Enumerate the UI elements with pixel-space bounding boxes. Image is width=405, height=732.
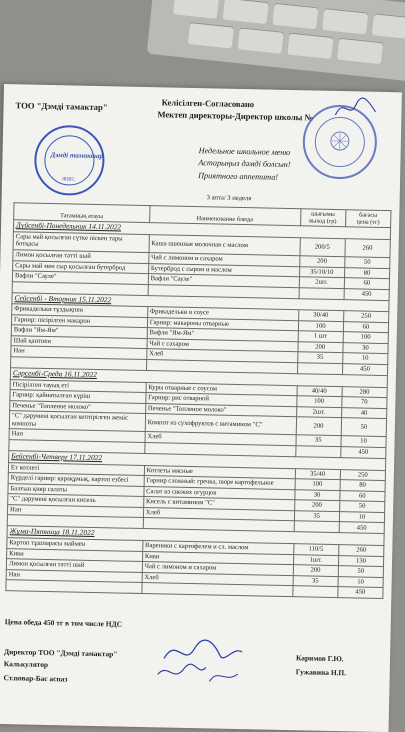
dish-price: 130	[338, 555, 383, 567]
dish-yield: 200	[297, 342, 342, 354]
accountant-name: Гужавина Н.П.	[295, 667, 347, 678]
dish-yield: 35	[297, 352, 342, 364]
dish-yield: 2шт.	[296, 406, 341, 418]
dish-name-kazakh: Сары май мен сыр қосылған бутерброд	[13, 260, 149, 273]
dish-yield: 100	[296, 396, 341, 408]
org-name: ТОО "Дэмдi тамактар"	[15, 100, 108, 113]
dish-name-kazakh: Вафли "Ям-Ям"	[11, 325, 147, 338]
agreed-label: Келiсiлген-Согласовано	[161, 97, 255, 110]
keyboard-key	[372, 13, 405, 39]
dish-name-russian: Хлеб	[143, 507, 294, 521]
day-total: 450	[342, 364, 387, 376]
dish-name-kazakh: Нан	[6, 569, 142, 582]
dish-name-kazakh: Картоп тұшпарасы маймен	[7, 538, 143, 551]
dish-yield: 200	[296, 417, 342, 436]
dish-name-kazakh: Лимон қосылған тәтті шай	[6, 559, 142, 572]
stamp-sub-text: ЖШС	[61, 177, 75, 183]
dish-name-kazakh: Балғын қияр салаты	[8, 483, 144, 496]
dish-yield: 200	[294, 500, 339, 512]
day-total: 450	[340, 447, 385, 459]
dish-price: 250	[343, 311, 388, 323]
empty-cell	[292, 586, 337, 598]
dish-name-kazakh: Пісірілген тауық еті	[10, 379, 146, 392]
dish-name-russian: Компот из сухофруктов с витамином "С"	[145, 414, 296, 435]
dish-yield: 35	[293, 575, 338, 587]
dish-name-russian: Гарнир: рис отварной	[146, 393, 297, 407]
dish-price: 50	[338, 566, 383, 578]
dish-price: 280	[342, 386, 387, 398]
empty-cell	[6, 580, 142, 594]
dish-name-russian: Котлеты мясные	[144, 465, 295, 479]
dish-name-russian: Каша пшенная молочная с маслом	[149, 234, 300, 255]
day-total: 450	[338, 587, 383, 599]
dish-name-kazakh: Шай қантпен	[11, 336, 147, 349]
title-line-2: Астарыңыз дәмдi болсын!	[198, 158, 291, 170]
keyboard-key	[272, 3, 318, 29]
director-name: Каримов Г.Ю.	[295, 653, 344, 664]
dish-name-russian: Печенье "Топленое молоко"	[145, 403, 296, 417]
keyboard-key	[173, 0, 219, 19]
title-line-3: Приятного аппетита!	[198, 171, 279, 182]
dish-name-russian: Чай с лимоном и сахаром	[142, 562, 293, 576]
signature-director-school	[333, 95, 378, 122]
price-note: Цена обеда 450 тг в том числе НДС	[4, 617, 123, 629]
dish-yield: 35	[296, 435, 341, 447]
header-kazakh-name: Тағамның атауы	[14, 203, 150, 223]
dish-name-russian: Вареники с картофелем и сл. маслом	[142, 540, 293, 554]
title-line-1: Недельное школьное меню	[198, 146, 291, 158]
menu-table	[5, 202, 391, 599]
dish-price: 30	[343, 343, 388, 355]
dish-name-kazakh: Ет котлеті	[8, 462, 144, 475]
dish-yield: 2шт.	[299, 277, 344, 289]
empty-cell	[142, 583, 293, 597]
dish-price: 60	[344, 278, 389, 290]
dish-yield: 30/40	[298, 310, 343, 322]
dish-name-kazakh: Гарнир: қайнатылған күріш	[10, 390, 146, 403]
dish-yield: 35/40	[295, 468, 340, 480]
dish-price: 10	[339, 511, 384, 523]
dish-name-russian: Хлеб	[142, 572, 293, 586]
dish-price: 10	[342, 353, 387, 365]
dish-name-russian: Гарнир: макароны отварные	[147, 317, 298, 331]
keyboard-key	[238, 27, 284, 53]
dish-price: 260	[345, 238, 391, 257]
dish-yield: 100	[298, 320, 343, 332]
dish-name-kazakh: Лимон қосылған тәтті шай	[13, 250, 149, 263]
day-title: Бейсенбі-Четверг 17.11.2022	[9, 451, 386, 470]
day-title: Сәрсенбі-Среда 16.11.2022	[10, 368, 387, 387]
stamp-org-text: Дэмдi тамактар	[50, 150, 104, 161]
dish-price: 40	[341, 407, 386, 419]
dish-yield: 30	[294, 489, 339, 501]
dish-yield: 40/40	[297, 385, 342, 397]
dish-name-russian: Вафли "Сауле"	[148, 274, 299, 288]
dish-name-russian: Бутерброд с сыром и маслом	[148, 263, 299, 277]
dish-name-russian: Хлеб	[145, 432, 296, 446]
dish-name-kazakh: Күрделі гарнир: қарақұмық, картоп езбесі	[8, 473, 144, 486]
dish-name-kazakh: "С" дәрумені қосылған кисель	[8, 494, 144, 507]
day-title: Сейсенбі - Вторник 15.11.2022	[12, 292, 389, 311]
dish-price: 80	[340, 480, 385, 492]
dish-yield: 200	[299, 256, 344, 268]
header-russian-name: Наименование блюда	[149, 206, 300, 226]
dish-name-russian: Гарнир сложный: гречка, пюре картофельное	[144, 476, 295, 490]
dish-name-kazakh: Киви	[7, 548, 143, 561]
dish-price: 60	[343, 321, 388, 333]
dish-name-kazakh: Нан	[7, 505, 143, 518]
school-director-line: Мектеп директоры-Директор школы №	[157, 109, 314, 123]
dish-name-russian: Киви	[142, 551, 293, 565]
dish-yield: 35	[294, 511, 339, 523]
menu-document	[0, 84, 402, 732]
header-yield: шығымы выход (гр)	[300, 209, 346, 227]
dish-name-kazakh: Печенье "Топленое молоко"	[10, 400, 146, 413]
dish-name-russian: Салат из свежих огурцов	[144, 486, 295, 500]
dish-name-kazakh: Нан	[11, 346, 147, 359]
keyboard-key	[337, 38, 383, 64]
dish-yield: 1 шт	[298, 331, 343, 343]
dish-name-russian: Хлеб	[146, 349, 297, 363]
dish-price: 80	[344, 267, 389, 279]
dish-yield: 35/10/10	[299, 266, 344, 278]
dish-price: 10	[338, 576, 383, 588]
keyboard-key	[188, 22, 234, 48]
dish-name-russian: Чай с сахаром	[147, 338, 298, 352]
dish-price: 60	[340, 490, 385, 502]
dish-price: 50	[341, 418, 387, 437]
keyboard-key	[223, 0, 269, 24]
signatures-handwritten	[153, 636, 244, 686]
dish-name-kazakh: Гарнир: пісірілген макарон	[11, 314, 147, 327]
dish-name-kazakh: Вафли "Сауле"	[12, 271, 148, 284]
dish-name-russian: Куры отварные с соусом	[146, 382, 297, 396]
dish-yield: 110/5	[293, 544, 338, 556]
dish-price: 70	[342, 397, 387, 409]
dish-yield: 100	[295, 479, 340, 491]
dish-price: 100	[343, 332, 388, 344]
dish-name-russian: Вафли "Ям-Ям"	[147, 328, 298, 342]
director-label: Директор ТОО "Дэмдi тамактар"	[4, 647, 118, 659]
dish-name-kazakh: Фрикадельки тұздықпен	[12, 304, 148, 317]
dish-name-kazakh: Сары май қосылған сүтке піскен тары ботқасы	[13, 231, 149, 252]
header-price: бағасы цена (тг)	[345, 210, 391, 228]
week-label: 3 апта/ 3 неделя	[206, 194, 252, 203]
dish-yield: 200/5	[299, 237, 345, 256]
keyboard-key	[322, 8, 368, 34]
emblem-icon	[328, 129, 352, 153]
cook-label: Ст.повар-Бас аспаз	[3, 673, 68, 684]
day-title: Дүйсенбі-Понедельник 14.11.2022	[13, 220, 390, 239]
accountant-label: Калькулятор	[3, 659, 49, 670]
dish-yield: 1шт.	[293, 554, 338, 566]
footer	[3, 617, 385, 684]
keyboard-key	[287, 33, 333, 59]
dish-price: 260	[338, 545, 383, 557]
day-title: Жұма-Пятница 18.11.2022	[7, 526, 384, 545]
dish-price: 10	[341, 436, 386, 448]
keyboard-background	[147, 0, 405, 82]
dish-name-kazakh: "С" дәрумені қосылған кептірілген жеміс компоты	[9, 411, 145, 432]
dish-name-russian: Фрикадельки в соусе	[147, 307, 298, 321]
dish-name-russian: Кисель с витамином "С"	[143, 497, 294, 511]
day-total: 450	[339, 522, 384, 534]
company-stamp	[34, 125, 105, 196]
dish-price: 250	[340, 469, 385, 481]
day-total: 450	[344, 288, 389, 300]
dish-name-russian: Чай с лимоном и сахаром	[149, 252, 300, 266]
dish-price: 50	[339, 501, 384, 513]
dish-price: 50	[344, 257, 389, 269]
dish-yield: 200	[293, 565, 338, 577]
dish-name-kazakh: Нан	[9, 429, 145, 442]
